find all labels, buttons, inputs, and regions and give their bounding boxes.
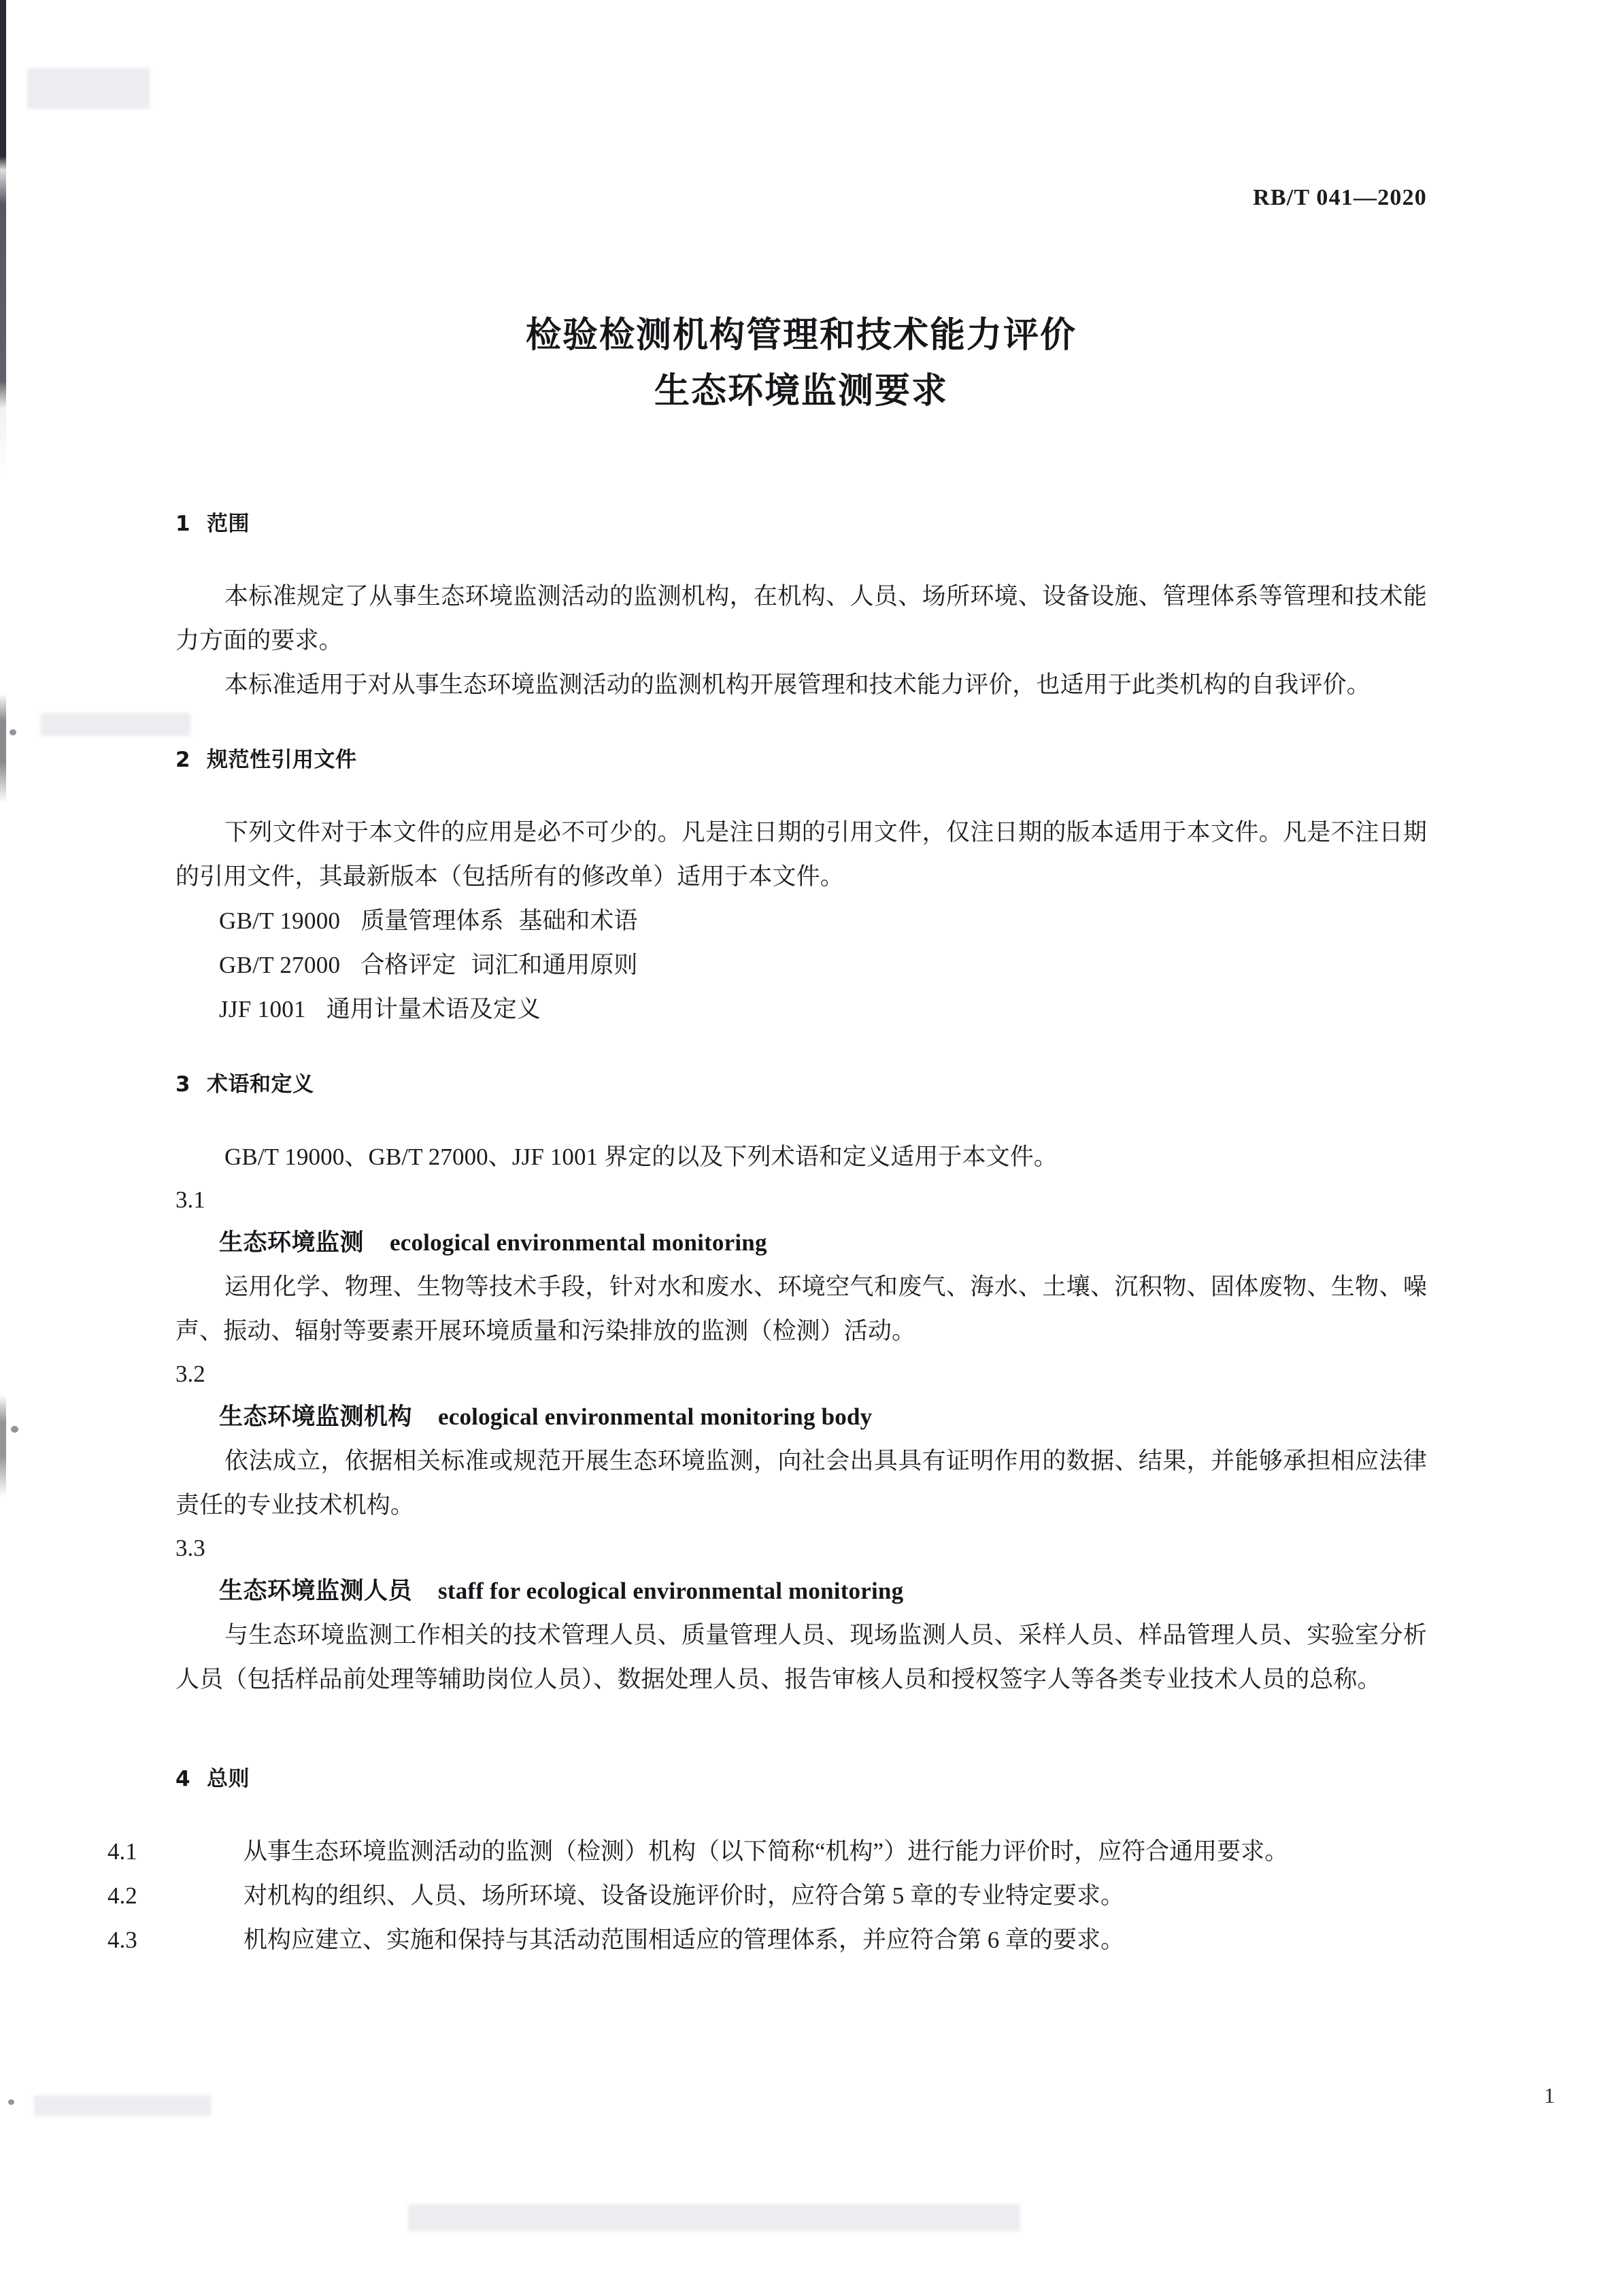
- reference-title: 通用计量术语及定义: [326, 996, 541, 1022]
- reference-title: 质量管理体系: [360, 908, 504, 934]
- reference-id: GB/T 19000: [219, 908, 341, 934]
- term-definition-3-3: 与生态环境监测工作相关的技术管理人员、质量管理人员、现场监测人员、采样人员、样品管理人员、实验室分析人员（包括样品前处理等辅助岗位人员）、数据处理人员、报告审核人员和授权签字人等各类专业技术人员的总称。: [175, 1622, 1427, 1693]
- scan-speck: [10, 729, 16, 735]
- clause-number-4: 4: [175, 1767, 191, 1791]
- clause-heading-3: [175, 1069, 1427, 1099]
- term-entry-3-1: [175, 1221, 1427, 1265]
- clause-number-1: 1: [175, 512, 191, 536]
- requirement-item-4-3: [107, 1918, 1427, 1962]
- scan-speck: [11, 1426, 18, 1433]
- clause-heading-2: [175, 745, 1427, 775]
- item-number: 4.1: [107, 1838, 137, 1865]
- scan-smudge: [34, 2095, 211, 2116]
- title-line-2: 生态环境监测要求: [654, 371, 948, 412]
- document-body: [107, 509, 1427, 1962]
- normative-reference-item: [175, 943, 1427, 987]
- term-definition-3-2: 依法成立，依据相关标准或规范开展生态环境监测，向社会出具具有证明作用的数据、结果，并能够承担相应法律责任的专业技术机构。: [175, 1448, 1427, 1518]
- term-label-en: staff for ecological environmental monitoring: [438, 1578, 904, 1604]
- item-text: 对机构的组织、人员、场所环境、设备设施评价时，应符合第 5 章的专业特定要求。: [243, 1882, 1125, 1909]
- term-number-3-3: 3.3: [175, 1535, 205, 1561]
- term-label-en: ecological environmental monitoring body: [438, 1403, 873, 1430]
- term-label-zh: 生态环境监测人员: [219, 1578, 413, 1605]
- term-entry-3-3: [175, 1569, 1427, 1613]
- item-number: 4.2: [107, 1882, 137, 1909]
- clause-2-paragraph-1: 下列文件对于本文件的应用是必不可少的。凡是注日期的引用文件，仅注日期的版本适用于本文件。凡是不注日期的引用文件，其最新版本（包括所有的修改单）适用于本文件。: [175, 819, 1427, 890]
- clause-title-2: 规范性引用文件: [207, 748, 357, 772]
- clause-title-3: 术语和定义: [207, 1072, 314, 1097]
- normative-reference-item: [175, 987, 1427, 1031]
- clause-title-4: 总则: [207, 1767, 250, 1791]
- page-title: [175, 307, 1427, 419]
- page-number: 1: [1544, 2083, 1555, 2108]
- scan-smudge: [41, 713, 190, 736]
- clause-1-paragraph-2: 本标准适用于对从事生态环境监测活动的监测机构开展管理和技术能力评价，也适用于此类机构的自我评价。: [224, 671, 1371, 698]
- standard-number-header: RB/T 041—2020: [1253, 185, 1427, 210]
- clause-number-2: 2: [175, 748, 191, 772]
- clause-1-paragraph-1: 本标准规定了从事生态环境监测活动的监测机构，在机构、人员、场所环境、设备设施、管理体系等管理和技术能力方面的要求。: [175, 583, 1427, 654]
- title-line-1: 检验检测机构管理和技术能力评价: [525, 315, 1077, 356]
- scan-edge-artifact: [0, 0, 6, 2296]
- term-number-3-1: 3.1: [175, 1186, 205, 1213]
- term-label-zh: 生态环境监测: [219, 1229, 365, 1257]
- item-text: 机构应建立、实施和保持与其活动范围相适应的管理体系，并应符合第 6 章的要求。: [243, 1927, 1125, 1953]
- scan-smudge: [27, 68, 150, 109]
- term-entry-3-2: [175, 1395, 1427, 1439]
- scan-smudge: [408, 2204, 1020, 2231]
- reference-title: 合格评定: [360, 952, 456, 978]
- reference-id: JJF 1001: [219, 996, 306, 1022]
- term-label-zh: 生态环境监测机构: [219, 1403, 413, 1431]
- requirement-item-4-1: [107, 1829, 1427, 1874]
- clause-number-3: 3: [175, 1072, 191, 1097]
- clause-title-1: 范围: [207, 512, 250, 536]
- term-definition-3-1: 运用化学、物理、生物等技术手段，针对水和废水、环境空气和废气、海水、土壤、沉积物、固体废物、生物、噪声、振动、辐射等要素开展环境质量和污染排放的监测（检测）活动。: [175, 1274, 1427, 1344]
- clause-3-paragraph-1: GB/T 19000、GB/T 27000、JJF 1001 界定的以及下列术语和定义适用于本文件。: [224, 1144, 1058, 1170]
- clause-heading-1: [175, 509, 1427, 539]
- scan-speck: [8, 2099, 14, 2105]
- requirement-item-4-2: [107, 1874, 1427, 1918]
- item-text: 从事生态环境监测活动的监测（检测）机构（以下简称“机构”）进行能力评价时，应符合通用要求。: [243, 1838, 1289, 1865]
- clause-heading-4: [175, 1764, 1427, 1794]
- term-number-3-2: 3.2: [175, 1361, 205, 1387]
- item-number: 4.3: [107, 1927, 137, 1953]
- term-label-en: ecological environmental monitoring: [390, 1229, 767, 1256]
- reference-subtitle: 基础和术语: [518, 908, 638, 934]
- normative-reference-item: [175, 899, 1427, 943]
- reference-subtitle: 词汇和通用原则: [471, 952, 638, 978]
- reference-id: GB/T 27000: [219, 952, 341, 978]
